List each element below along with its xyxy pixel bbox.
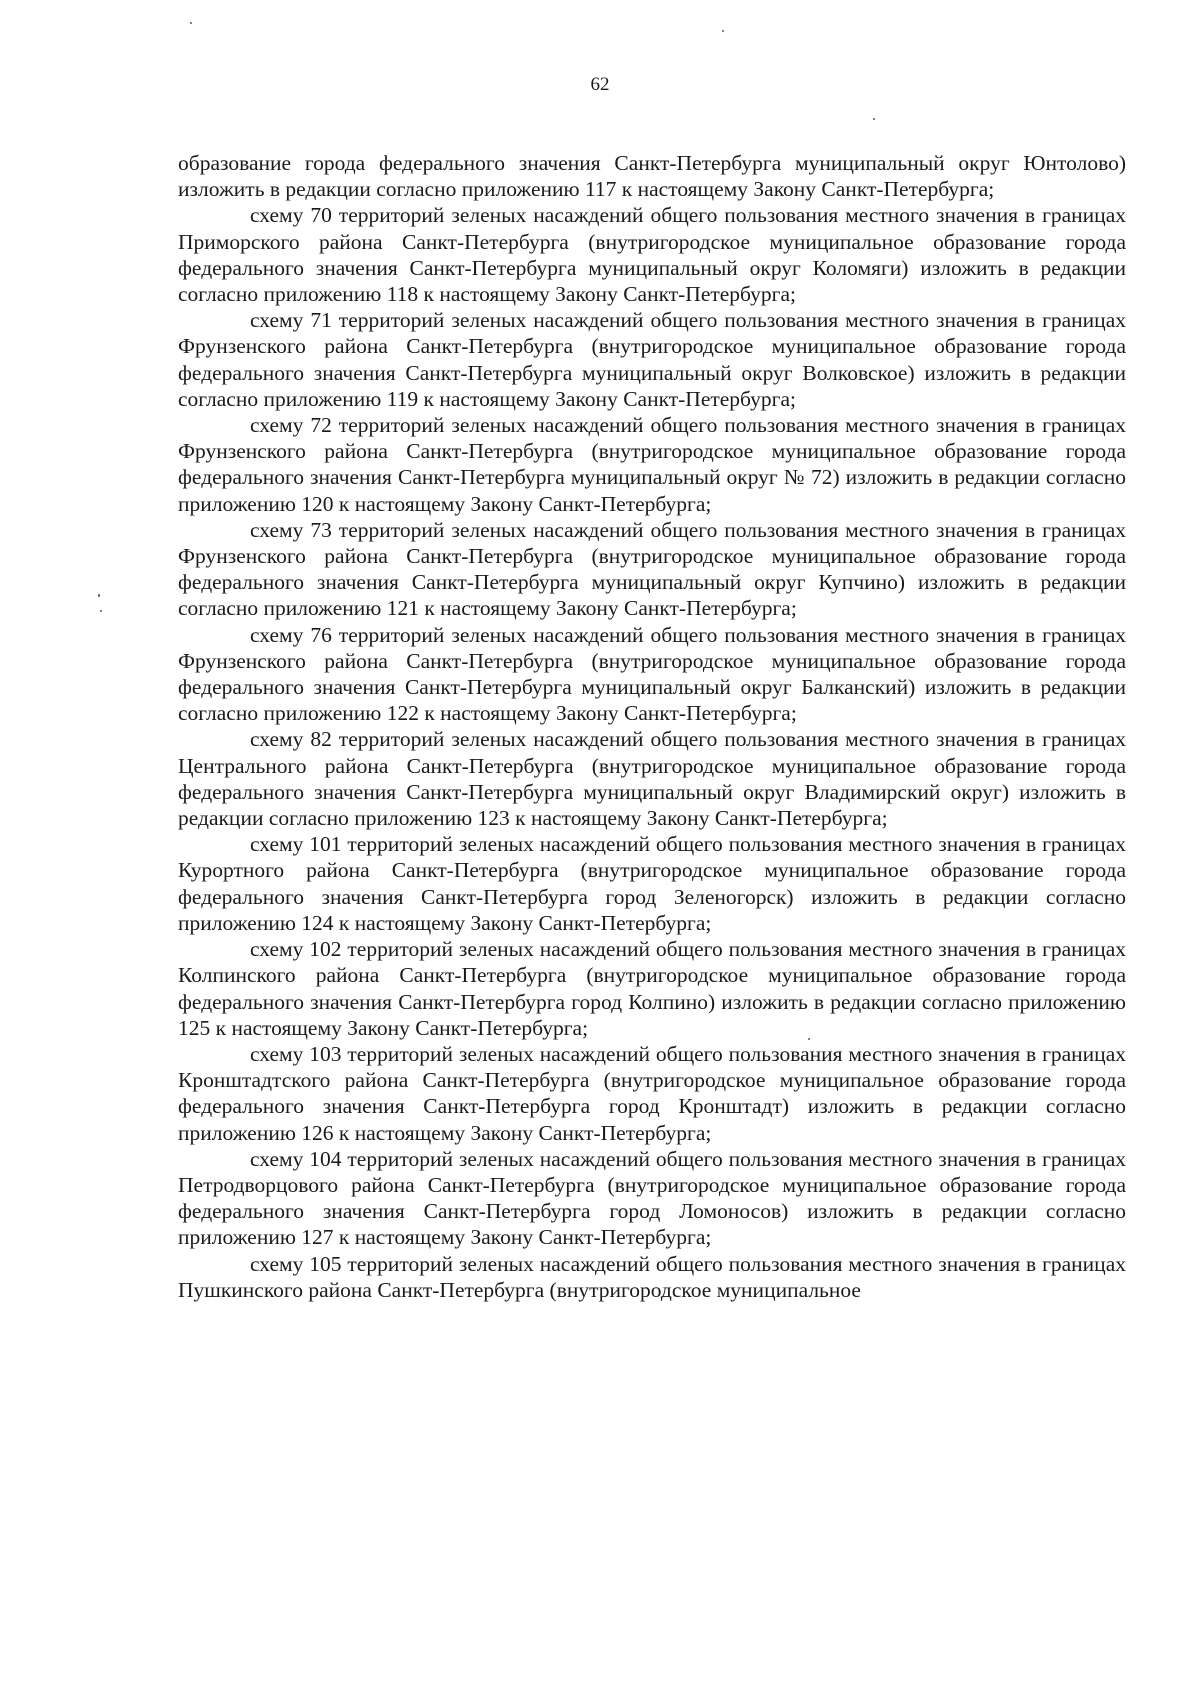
scan-speck [98,594,100,597]
paragraph: схему 73 территорий зеленых насаждений общего пользования местного значения в границах Фрунзенского района Санкт-Петербурга (внутригородское муниципальное образование города федерального значения Санкт-Петербурга муниципальный округ Купчино) изложить в редакции согласно приложению 121 к настоящему Закону Санкт-Петербурга; [178,517,1126,621]
paragraph: схему 103 территорий зеленых насаждений общего пользования местного значения в границах Кронштадтского района Санкт-Петербурга (внутригородское муниципальное образование города федерального значения Санкт-Петербурга город Кронштадт) изложить в редакции согласно приложению 126 к настоящему Закону Санкт-Петербурга; [178,1041,1126,1145]
scan-speck [190,22,192,24]
scan-speck [722,30,724,32]
paragraph: схему 101 территорий зеленых насаждений общего пользования местного значения в границах Курортного района Санкт-Петербурга (внутригородское муниципальное образование города федерального значения Санкт-Петербурга город Зеленогорск) изложить в редакции согласно приложению 124 к настоящему Закону Санкт-Петербурга; [178,832,1126,935]
scan-speck [873,118,875,120]
paragraph: схему 104 территорий зеленых насаждений общего пользования местного значения в границах Петродворцового района Санкт-Петербурга (внутригородское муниципальное образование города федерального значения Санкт-Петербурга город Ломоносов) изложить в редакции согласно приложению 127 к настоящему Закону Санкт-Петербурга; [178,1146,1126,1250]
paragraph: схему 82 территорий зеленых насаждений общего пользования местного значения в границах Центрального района Санкт-Петербурга (внутригородское муниципальное образование города федерального значения Санкт-Петербурга муниципальный округ Владимирский округ) изложить в редакции согласно приложению 123 к настоящему Закону Санкт-Петербурга; [178,727,1126,831]
page-number: 62 [590,74,610,95]
paragraph: схему 72 территорий зеленых насаждений общего пользования местного значения в границах Фрунзенского района Санкт-Петербурга (внутригородское муниципальное образование города федерального значения Санкт-Петербурга муниципальный округ № 72) изложить в редакции согласно приложению 120 к настоящему Закону Санкт-Петербурга; [178,413,1126,516]
paragraph: схему 71 территорий зеленых насаждений общего пользования местного значения в границах Фрунзенского района Санкт-Петербурга (внутригородское муниципальное образование города федерального значения Санкт-Петербурга муниципальный округ Волковское) изложить в редакции согласно приложению 119 к настоящему Закону Санкт-Петербурга; [178,308,1126,411]
scan-speck [808,1038,810,1040]
paragraph: схему 105 территорий зеленых насаждений общего пользования местного значения в границах Пушкинского района Санкт-Петербурга (внутригородское муниципальное [178,1251,1126,1302]
paragraph: схему 70 территорий зеленых насаждений общего пользования местного значения в границах Приморского района Санкт-Петербурга (внутригородское муниципальное образование города федерального значения Санкт-Петербурга муниципальный округ Коломяги) изложить в редакции согласно приложению 118 к настоящему Закону Санкт-Петербурга; [178,203,1126,307]
paragraph: образование города федерального значения Санкт-Петербурга муниципальный округ Юнтолово) изложить в редакции согласно приложению 117 к настоящему Закону Санкт-Петербурга; [178,151,1126,202]
paragraph: схему 76 территорий зеленых насаждений общего пользования местного значения в границах Фрунзенского района Санкт-Петербурга (внутригородское муниципальное образование города федерального значения Санкт-Петербурга муниципальный округ Балканский) изложить в редакции согласно приложению 122 к настоящему Закону Санкт-Петербурга; [178,622,1126,726]
scan-speck [100,610,102,612]
paragraph: схему 102 территорий зеленых насаждений общего пользования местного значения в границах Колпинского района Санкт-Петербурга (внутригородское муниципальное образование города федерального значения Санкт-Петербурга город Колпино) изложить в редакции согласно приложению 125 к настоящему Закону Санкт-Петербурга; [178,937,1126,1040]
document-body [178,150,1126,1303]
